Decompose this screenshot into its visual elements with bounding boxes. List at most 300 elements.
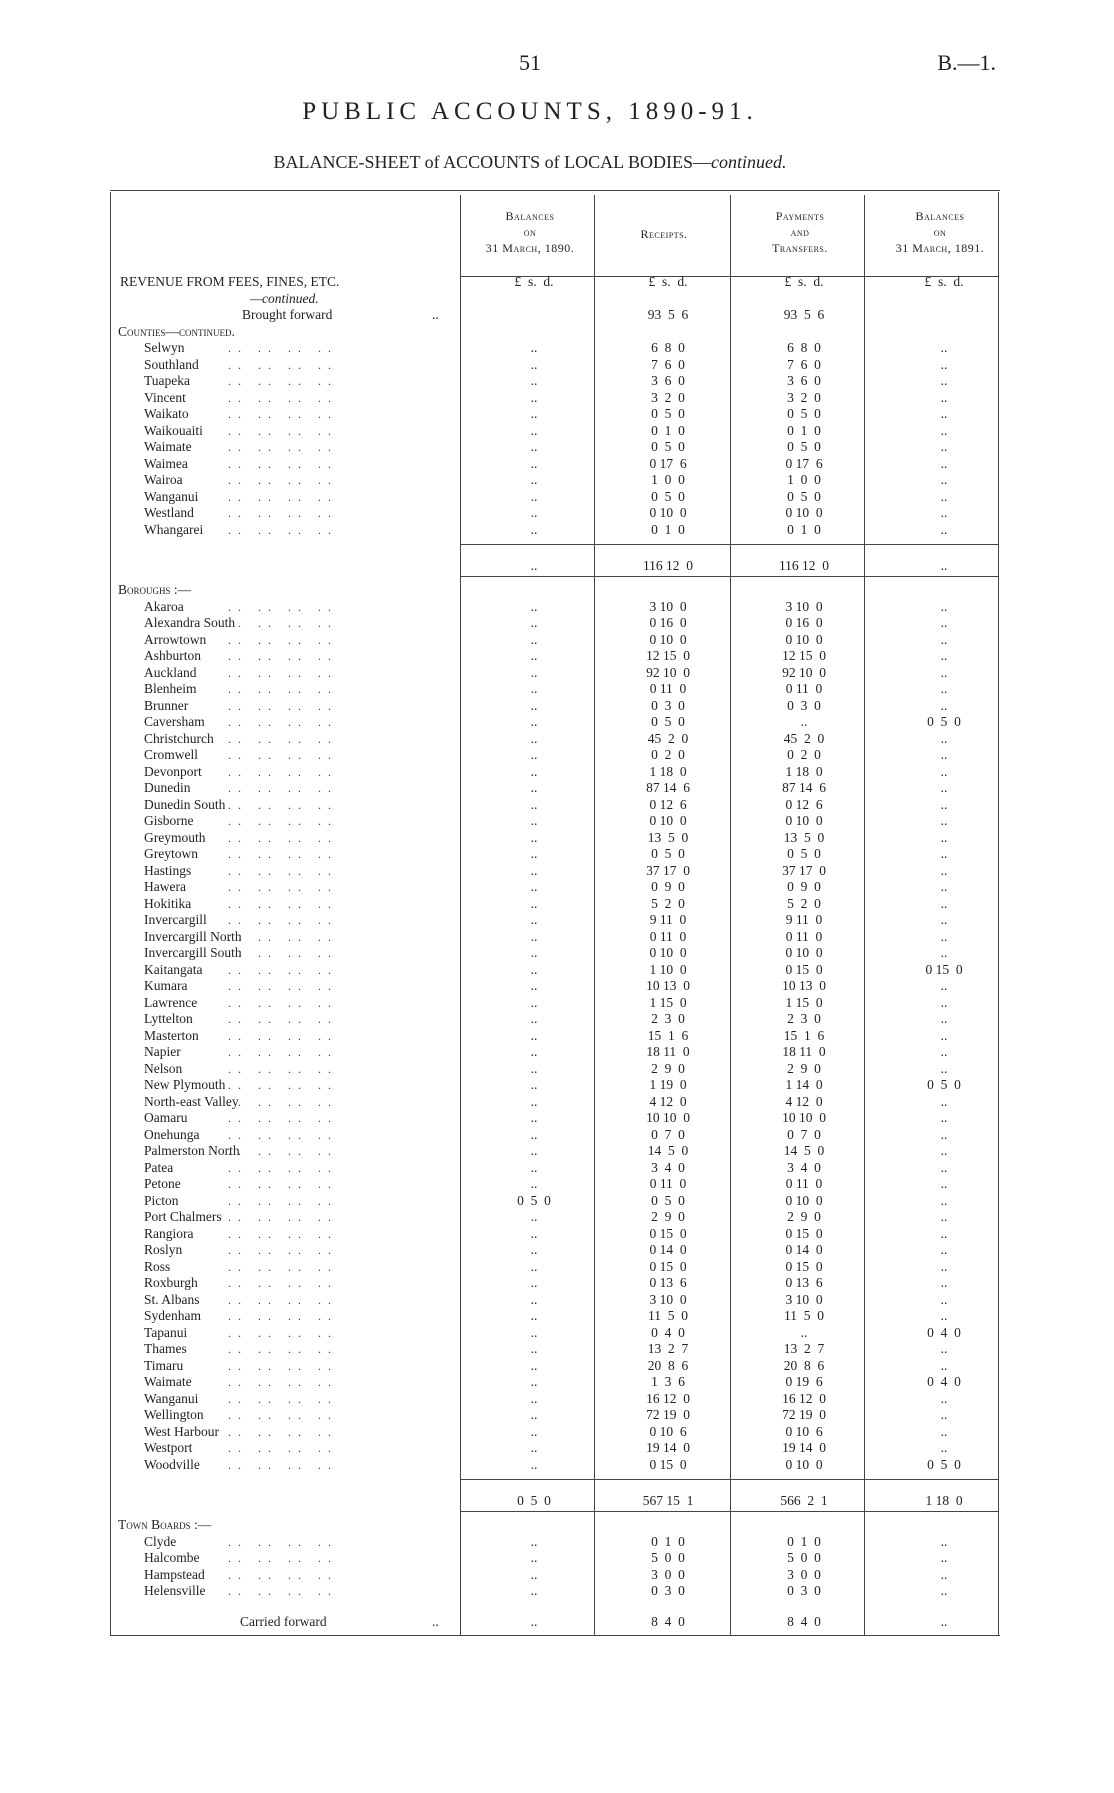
boroughs-heading — [0, 582, 1000, 598]
amount-c1: .. — [530, 747, 538, 762]
amount-c1: .. — [530, 1044, 538, 1059]
borough-row — [0, 912, 1000, 928]
body-name: Roslyn — [144, 1242, 183, 1257]
body-name: Petone — [144, 1176, 181, 1191]
amount-c3: 0 5 0 — [787, 488, 821, 504]
leader-dots: .. .. .. .. — [228, 1243, 338, 1257]
borough-row — [0, 929, 1000, 945]
amount-c3: 14 5 0 — [783, 1143, 825, 1158]
amount-c1: .. — [530, 681, 538, 696]
borough-row — [0, 1209, 1000, 1225]
borough-row — [0, 1061, 1000, 1077]
amount-c2: 45 2 0 — [647, 730, 689, 746]
lsd-units: £ s. d. — [924, 274, 964, 289]
body-name: Selwyn — [144, 340, 185, 355]
brought-forward-label: Brought forward — [242, 307, 333, 322]
amount-c4: .. — [940, 373, 948, 388]
amount-c3: 0 2 0 — [787, 747, 821, 762]
town-boards-label: Town Boards :— — [118, 1517, 212, 1532]
body-name: Wellington — [144, 1407, 204, 1422]
borough-row — [0, 1341, 1000, 1357]
leader-dots: .. .. .. .. — [228, 880, 338, 894]
leader-dots: .. .. .. .. — [228, 830, 338, 845]
amount-c1: .. — [530, 356, 538, 372]
body-name: Invercargill — [144, 912, 207, 927]
leader-dots: .. .. .. .. — [228, 797, 338, 812]
leader-dots: .. .. .. .. — [228, 1375, 338, 1389]
counties-heading — [0, 324, 1000, 340]
amount-c3: 1 18 0 — [785, 763, 823, 779]
amount-c4: .. — [940, 439, 948, 454]
leader-dots: .. .. .. .. — [228, 979, 338, 993]
leader-dots: .. — [432, 1613, 439, 1629]
amount-c1: .. — [530, 813, 538, 828]
body-name: St. Albans — [144, 1291, 200, 1307]
leader-dots: .. .. .. .. — [228, 1551, 338, 1565]
amount-c4: 1 18 0 — [925, 1493, 963, 1508]
amount-c4: .. — [940, 1291, 948, 1307]
amount-c3: 0 5 0 — [787, 406, 821, 421]
amount-c3: 0 15 0 — [785, 1225, 823, 1241]
amount-c4: .. — [940, 521, 948, 537]
amount-c1: .. — [530, 961, 538, 977]
amount-c3: 2 9 0 — [787, 1060, 821, 1076]
amount-c4: .. — [940, 1143, 948, 1158]
subtitle-main: BALANCE-SHEET of ACCOUNTS of LOCAL BODIES— — [273, 152, 712, 172]
amount-c2: 37 17 0 — [646, 862, 690, 878]
amount-c4: .. — [940, 1566, 948, 1582]
amount-c4: .. — [940, 422, 948, 438]
borough-row — [0, 813, 1000, 829]
amount-c2: 19 14 0 — [646, 1440, 690, 1455]
county-row — [0, 456, 1000, 472]
column-heading-c4 — [872, 208, 1008, 256]
amount-c3: 0 19 6 — [785, 1374, 823, 1389]
body-name: Wanganui — [144, 1390, 199, 1406]
amount-c2: 5 2 0 — [651, 895, 685, 911]
amount-c2: 0 10 0 — [649, 631, 687, 647]
amount-c4: .. — [940, 598, 948, 614]
amount-c3: 0 11 0 — [785, 681, 823, 696]
amount-c2: 1 18 0 — [649, 763, 687, 779]
amount-c2: 0 11 0 — [649, 1176, 687, 1191]
amount-c4: .. — [940, 1126, 948, 1142]
leader-dots: .. .. .. .. — [228, 616, 338, 630]
amount-c3: 0 13 6 — [785, 1275, 823, 1290]
town-board-row — [0, 1550, 1000, 1566]
amount-c3: 4 12 0 — [785, 1093, 823, 1109]
borough-row — [0, 879, 1000, 895]
leader-dots: .. — [432, 307, 439, 322]
county-row — [0, 522, 1000, 538]
amount-c4: .. — [940, 1093, 948, 1109]
leader-dots: .. .. .. .. — [228, 781, 338, 795]
amount-c2: 0 12 6 — [649, 796, 687, 812]
amount-c2: 7 6 0 — [651, 356, 685, 372]
amount-c1: .. — [530, 406, 538, 421]
column-heading-line: Balances — [915, 209, 965, 223]
leader-dots: .. .. .. .. — [228, 374, 338, 388]
amount-c1: .. — [530, 631, 538, 647]
column-heading-line: on — [933, 225, 947, 239]
amount-c2: 0 5 0 — [651, 1192, 685, 1208]
body-name: Westland — [144, 505, 194, 520]
amount-c1: .. — [530, 1533, 538, 1549]
borough-row — [0, 681, 1000, 697]
column-heading-line: Balances — [505, 209, 555, 223]
amount-c2: 0 15 0 — [649, 1225, 687, 1241]
borough-row — [0, 1457, 1000, 1473]
amount-c4: .. — [940, 978, 948, 993]
body-name: Christchurch — [144, 730, 214, 746]
leader-dots: .. .. .. .. — [228, 896, 338, 911]
amount-c2: 0 5 0 — [651, 846, 685, 861]
body-name: Tapanui — [144, 1324, 188, 1340]
amount-c1: .. — [530, 912, 538, 927]
amount-c3: 93 5 6 — [783, 307, 825, 322]
borough-row — [0, 632, 1000, 648]
leader-dots: .. .. .. .. — [228, 1441, 338, 1455]
amount-c4: .. — [940, 631, 948, 647]
amount-c1: .. — [530, 994, 538, 1010]
borough-row — [0, 1143, 1000, 1159]
leader-dots: .. .. .. .. — [228, 1028, 338, 1043]
amount-c3: 18 11 0 — [782, 1044, 826, 1059]
amount-c4: .. — [940, 1341, 948, 1356]
leader-dots: .. .. .. .. — [228, 665, 338, 680]
borough-row — [0, 1308, 1000, 1324]
amount-c3: 0 5 0 — [787, 846, 821, 861]
body-name: Dunedin — [144, 780, 191, 795]
amount-c1: .. — [530, 1308, 538, 1323]
borough-row — [0, 1160, 1000, 1176]
amount-c4: .. — [940, 829, 948, 845]
body-name: Southland — [144, 356, 199, 372]
leader-dots: .. .. .. .. — [228, 1567, 338, 1582]
amount-c1: .. — [530, 488, 538, 504]
amount-c1: .. — [530, 472, 538, 487]
borough-row — [0, 764, 1000, 780]
amount-c4: .. — [940, 1407, 948, 1422]
amount-c2: 0 10 6 — [649, 1423, 687, 1439]
body-name: Roxburgh — [144, 1275, 198, 1290]
leader-dots: .. .. .. .. — [228, 473, 338, 487]
amount-c3: 2 9 0 — [787, 1209, 821, 1224]
leader-dots: .. .. .. .. — [228, 1584, 338, 1598]
carried-forward-label: Carried forward — [240, 1613, 327, 1629]
amount-c2: 10 13 0 — [646, 978, 690, 993]
borough-row — [0, 830, 1000, 846]
amount-c2: 16 12 0 — [646, 1390, 690, 1406]
borough-row — [0, 665, 1000, 681]
borough-row — [0, 1358, 1000, 1374]
amount-c1: .. — [530, 1060, 538, 1076]
boroughs-total-underline — [460, 1511, 998, 1512]
amount-c3: 87 14 6 — [782, 780, 826, 795]
body-name: Arrowtown — [144, 631, 207, 647]
amount-c4: .. — [940, 1011, 948, 1026]
leader-dots: .. .. .. .. — [228, 1127, 338, 1142]
body-name: Westport — [144, 1440, 193, 1455]
counties-total-underline — [460, 576, 998, 577]
amount-c3: 0 10 0 — [785, 505, 823, 520]
amount-c1: .. — [530, 1077, 538, 1092]
amount-c3: 45 2 0 — [783, 730, 825, 746]
counties-total-row — [0, 558, 1000, 574]
boroughs-subtotal-rule — [460, 1479, 998, 1480]
body-name: Patea — [144, 1159, 174, 1175]
body-name: Hokitika — [144, 895, 192, 911]
body-name: Lyttelton — [144, 1011, 193, 1026]
amount-c2: 0 1 0 — [651, 1533, 685, 1549]
amount-c1: .. — [530, 1357, 538, 1373]
amount-c3: 0 10 0 — [785, 1192, 823, 1208]
amount-c3: 116 12 0 — [778, 558, 830, 573]
amount-c1: .. — [530, 1258, 538, 1274]
amount-c4: .. — [940, 1176, 948, 1191]
amount-c4: .. — [940, 356, 948, 372]
amount-c2: 14 5 0 — [647, 1143, 689, 1158]
amount-c1: .. — [530, 1341, 538, 1356]
amount-c4: .. — [940, 558, 948, 573]
county-row — [0, 439, 1000, 455]
body-name: Waikato — [144, 406, 189, 421]
amount-c3: 0 1 0 — [787, 422, 821, 438]
borough-row — [0, 1391, 1000, 1407]
leader-dots: .. .. .. .. — [228, 632, 338, 647]
leader-dots: .. .. .. .. — [228, 748, 338, 762]
borough-row — [0, 1193, 1000, 1209]
revenue-heading — [0, 274, 1000, 290]
leader-dots: .. .. .. .. — [228, 1177, 338, 1191]
amount-c1: .. — [530, 1613, 538, 1629]
amount-c1: 0 5 0 — [517, 1192, 551, 1208]
amount-c2: 3 6 0 — [651, 373, 685, 388]
leader-dots: .. .. .. .. — [228, 1292, 338, 1307]
amount-c1: .. — [530, 1566, 538, 1582]
amount-c4: .. — [940, 994, 948, 1010]
amount-c4: .. — [940, 1225, 948, 1241]
leader-dots: .. .. .. .. — [228, 946, 338, 960]
amount-c1: .. — [530, 796, 538, 812]
leader-dots: .. .. .. .. — [228, 715, 338, 729]
leader-dots: .. .. .. .. — [228, 863, 338, 878]
amount-c4: .. — [940, 615, 948, 630]
amount-c2: 10 10 0 — [646, 1110, 690, 1125]
borough-row — [0, 945, 1000, 961]
amount-c1: .. — [530, 521, 538, 537]
leader-dots: .. .. .. .. — [228, 1309, 338, 1323]
amount-c4: .. — [940, 389, 948, 405]
borough-row — [0, 731, 1000, 747]
body-name: Palmerston North — [144, 1143, 240, 1158]
leader-dots: .. .. .. .. — [228, 995, 338, 1010]
amount-c3: 0 5 0 — [787, 439, 821, 454]
borough-row — [0, 1259, 1000, 1275]
amount-c3: 12 15 0 — [782, 648, 826, 663]
leader-dots: .. .. .. .. — [228, 1210, 338, 1224]
amount-c2: 2 3 0 — [651, 1011, 685, 1026]
body-name: Helensville — [144, 1583, 206, 1598]
amount-c1: .. — [530, 1456, 538, 1472]
leader-dots: .. .. .. .. — [228, 1193, 338, 1208]
amount-c4: .. — [940, 1027, 948, 1043]
amount-c4: .. — [940, 928, 948, 944]
amount-c2: 0 17 6 — [649, 455, 687, 471]
amount-c2: 1 19 0 — [649, 1077, 687, 1092]
amount-c4: 0 5 0 — [927, 714, 961, 729]
amount-c4: .. — [940, 1423, 948, 1439]
leader-dots: .. .. .. .. — [228, 962, 338, 977]
column-heading-line: on — [523, 225, 537, 239]
borough-row — [0, 648, 1000, 664]
borough-row — [0, 1110, 1000, 1126]
amount-c4: .. — [940, 846, 948, 861]
amount-c4: .. — [940, 879, 948, 894]
amount-c2: 4 12 0 — [649, 1093, 687, 1109]
body-name: Lawrence — [144, 994, 198, 1010]
amount-c3: 0 10 0 — [785, 1456, 823, 1472]
amount-c3: 0 3 0 — [787, 697, 821, 713]
amount-c4: .. — [940, 780, 948, 795]
amount-c4: .. — [940, 747, 948, 762]
amount-c1: .. — [530, 1423, 538, 1439]
amount-c4: .. — [940, 796, 948, 812]
amount-c3: .. — [800, 714, 808, 729]
amount-c4: .. — [940, 763, 948, 779]
leader-dots: .. .. .. .. — [228, 1226, 338, 1241]
body-name: Halcombe — [144, 1550, 200, 1565]
leader-dots: .. .. .. .. — [228, 390, 338, 405]
amount-c3: 0 10 0 — [785, 945, 823, 960]
amount-c3: 3 4 0 — [787, 1159, 821, 1175]
amount-c3: 0 1 0 — [787, 521, 821, 537]
amount-c2: 0 15 0 — [649, 1456, 687, 1472]
amount-c3: 0 17 6 — [785, 455, 823, 471]
amount-c2: 3 0 0 — [651, 1566, 685, 1582]
amount-c2: 1 0 0 — [651, 472, 685, 487]
amount-c4: .. — [940, 1159, 948, 1175]
amount-c4: .. — [940, 1275, 948, 1290]
amount-c1: .. — [530, 1583, 538, 1598]
carried-forward-row — [0, 1614, 1000, 1630]
body-name: New Plymouth — [144, 1077, 226, 1092]
amount-c2: 0 10 0 — [649, 945, 687, 960]
amount-c3: 0 3 0 — [787, 1583, 821, 1598]
body-name: Hawera — [144, 879, 186, 894]
body-name: Kaitangata — [144, 961, 203, 977]
amount-c3: 13 5 0 — [783, 829, 825, 845]
amount-c3: 5 0 0 — [787, 1550, 821, 1565]
amount-c2: 0 5 0 — [651, 439, 685, 454]
body-name: Gisborne — [144, 813, 194, 828]
body-name: Picton — [144, 1192, 179, 1208]
amount-c2: 0 11 0 — [649, 681, 687, 696]
amount-c1: .. — [530, 373, 538, 388]
document-reference: B.—1. — [937, 50, 996, 75]
leader-dots: .. .. .. .. — [228, 440, 338, 454]
amount-c4: .. — [940, 406, 948, 421]
amount-c1: .. — [530, 648, 538, 663]
amount-c3: 566 2 1 — [780, 1493, 828, 1508]
amount-c1: .. — [530, 1407, 538, 1422]
lsd-units: £ s. d. — [784, 274, 824, 289]
body-name: Nelson — [144, 1060, 183, 1076]
body-name: Hastings — [144, 862, 192, 878]
borough-row — [0, 1028, 1000, 1044]
leader-dots: .. .. .. .. — [228, 1408, 338, 1422]
amount-c1: .. — [530, 714, 538, 729]
amount-c2: 5 0 0 — [651, 1550, 685, 1565]
borough-row — [0, 962, 1000, 978]
amount-c2: 15 1 6 — [647, 1027, 689, 1043]
amount-c3: 10 13 0 — [782, 978, 826, 993]
amount-c3: 3 2 0 — [787, 389, 821, 405]
amount-c3: 37 17 0 — [782, 862, 826, 878]
amount-c1: .. — [530, 664, 538, 680]
borough-row — [0, 1176, 1000, 1192]
leader-dots: .. .. .. .. — [228, 1012, 338, 1026]
amount-c1: .. — [530, 1390, 538, 1406]
amount-c1: .. — [530, 1027, 538, 1043]
amount-c4: .. — [940, 1357, 948, 1373]
amount-c1: .. — [530, 1209, 538, 1224]
leader-dots: .. .. .. .. — [228, 1094, 338, 1109]
body-name: Clyde — [144, 1533, 177, 1549]
leader-dots: .. .. .. .. — [228, 698, 338, 713]
amount-c1: .. — [530, 598, 538, 614]
body-name: Waimea — [144, 455, 188, 471]
body-name: Devonport — [144, 763, 202, 779]
amount-c3: 15 1 6 — [783, 1027, 825, 1043]
leader-dots: .. .. .. .. — [228, 1391, 338, 1406]
amount-c4: 0 4 0 — [927, 1324, 961, 1340]
amount-c4: .. — [940, 488, 948, 504]
column-heading-line: 31 March, 1890. — [485, 241, 575, 255]
body-name: Wanganui — [144, 488, 199, 504]
amount-c3: 0 15 0 — [785, 961, 823, 977]
amount-c2: 3 2 0 — [651, 389, 685, 405]
leader-dots: .. .. .. .. — [228, 1358, 338, 1373]
amount-c2: 93 5 6 — [647, 307, 689, 322]
leader-dots: .. .. .. .. — [228, 489, 338, 504]
body-name: Auckland — [144, 664, 197, 680]
amount-c1: .. — [530, 1176, 538, 1191]
amount-c4: 0 4 0 — [927, 1374, 961, 1389]
column-heading-line: Receipts. — [640, 227, 688, 241]
amount-c1: .. — [530, 615, 538, 630]
amount-c2: 9 11 0 — [649, 912, 687, 927]
body-name: Rangiora — [144, 1225, 194, 1241]
amount-c2: 1 15 0 — [649, 994, 687, 1010]
amount-c3: 0 11 0 — [785, 1176, 823, 1191]
amount-c4: .. — [940, 681, 948, 696]
page-number: 51 — [519, 50, 541, 75]
borough-row — [0, 714, 1000, 730]
amount-c4: 0 5 0 — [927, 1077, 961, 1092]
borough-row — [0, 1094, 1000, 1110]
body-name: West Harbour — [144, 1423, 220, 1439]
amount-c1: .. — [530, 1110, 538, 1125]
body-name: Cromwell — [144, 747, 198, 762]
amount-c3: 5 2 0 — [787, 895, 821, 911]
amount-c4: 0 5 0 — [927, 1456, 961, 1472]
amount-c3: 1 15 0 — [785, 994, 823, 1010]
body-name: Hampstead — [144, 1566, 205, 1582]
leader-dots: .. .. .. .. — [228, 1457, 338, 1472]
amount-c2: 11 5 0 — [648, 1308, 688, 1323]
leader-dots: .. .. .. .. — [228, 1325, 338, 1340]
